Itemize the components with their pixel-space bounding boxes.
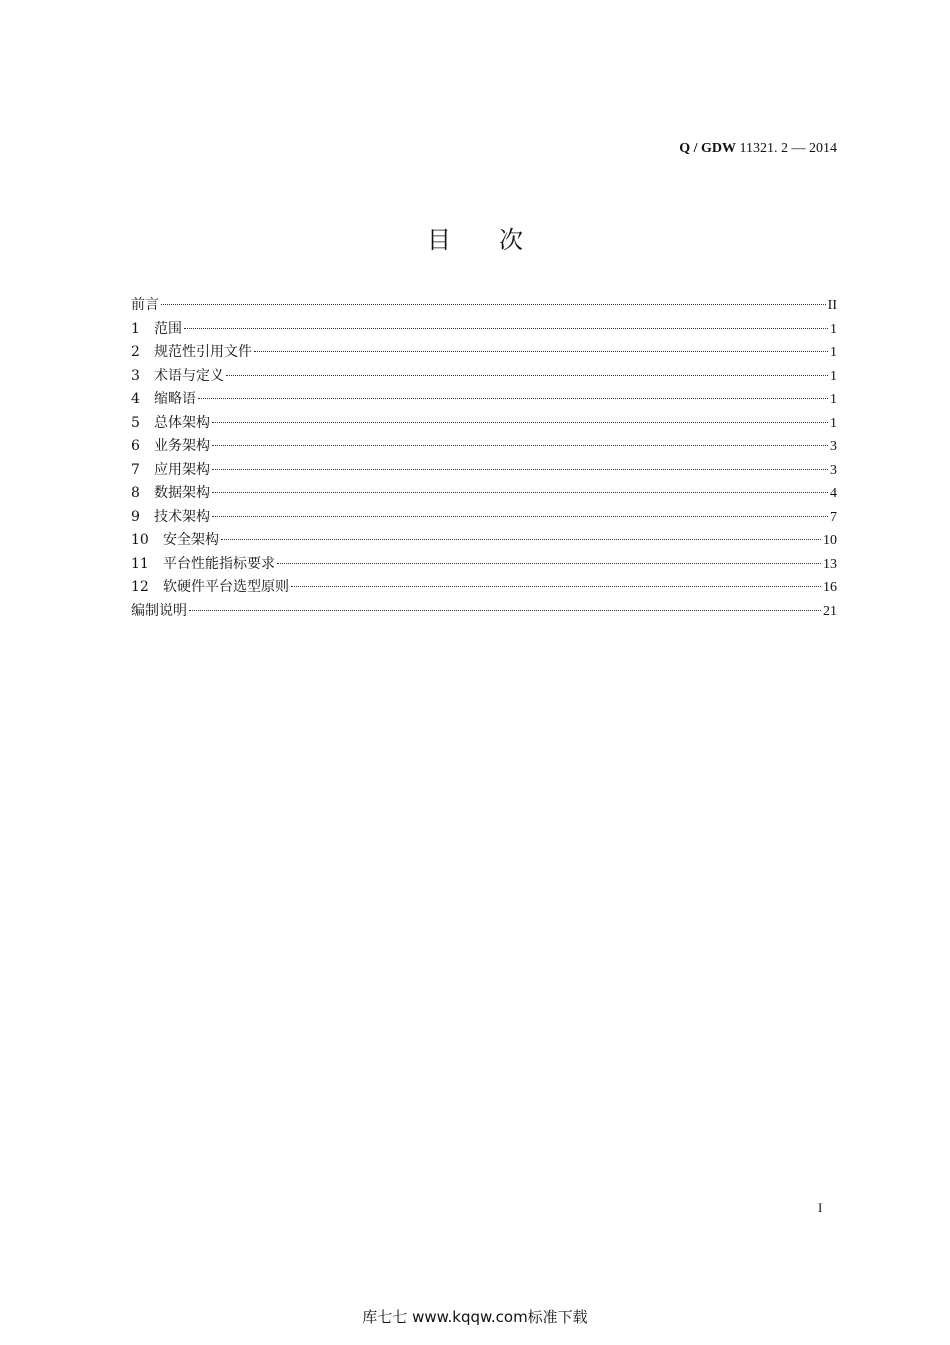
standard-prefix: Q / GDW <box>679 141 737 156</box>
toc-entry-label: 缩略语 <box>154 391 196 407</box>
toc-entry-page: 4 <box>830 486 837 501</box>
toc-entry-number: 6 <box>131 438 140 454</box>
toc-entry-page: 7 <box>830 509 837 525</box>
toc-entry-8[interactable] <box>131 482 837 506</box>
toc-entry-page: 21 <box>823 603 837 619</box>
toc-entry-number: 4 <box>131 391 140 407</box>
toc-dot-leader <box>254 351 828 352</box>
toc-entry-5[interactable] <box>131 412 837 436</box>
toc-entry-page: 1 <box>830 368 837 384</box>
toc-entry-label: 总体架构 <box>154 414 210 431</box>
toc-dot-leader <box>212 445 828 446</box>
toc-entry-foreword[interactable] <box>131 294 837 318</box>
standard-number: 11321. 2 — 2014 <box>736 141 837 156</box>
toc-entry-page: II <box>827 298 837 313</box>
toc-entry-label: 编制说明 <box>131 602 187 619</box>
toc-entry-7[interactable] <box>131 459 837 483</box>
toc-entry-12[interactable] <box>131 576 837 600</box>
toc-entry-page: 1 <box>830 345 837 360</box>
toc-dot-leader <box>291 586 821 587</box>
toc-dot-leader <box>184 328 828 329</box>
toc-dot-leader <box>221 539 821 540</box>
toc-title-char-2: 次 <box>499 226 523 254</box>
toc-title-char-1: 目 <box>427 226 451 254</box>
toc-entry-label: 前言 <box>131 297 159 313</box>
toc-entry-number: 9 <box>131 508 140 525</box>
toc-dot-leader <box>189 610 821 611</box>
toc-entry-label: 软硬件平台选型原则 <box>163 579 289 595</box>
toc-entry-number: 1 <box>131 320 140 337</box>
toc-entry-page: 10 <box>823 533 837 548</box>
toc-entry-4[interactable] <box>131 388 837 412</box>
standard-code-header <box>679 141 837 157</box>
toc-entry-page: 13 <box>823 556 837 572</box>
toc-entry-number: 5 <box>131 414 140 431</box>
toc-entry-label: 安全架构 <box>163 532 219 548</box>
toc-entry-page: 3 <box>830 462 837 478</box>
toc-entry-label: 技术架构 <box>154 508 210 525</box>
toc-entry-6[interactable] <box>131 435 837 459</box>
toc-entry-1[interactable] <box>131 318 837 342</box>
toc-dot-leader <box>161 304 826 305</box>
toc-entry-label: 应用架构 <box>154 461 210 478</box>
toc-entry-label: 规范性引用文件 <box>154 344 252 360</box>
toc-entry-number: 11 <box>131 555 149 572</box>
footer-watermark: 库七七 www.kqqw.com标准下载 <box>362 1308 588 1326</box>
toc-dot-leader <box>212 422 828 423</box>
toc-entry-3[interactable] <box>131 365 837 389</box>
toc-dot-leader <box>212 516 828 517</box>
toc-entry-label: 范围 <box>154 320 182 337</box>
toc-entry-page: 16 <box>823 580 837 595</box>
toc-entry-number: 3 <box>131 367 140 384</box>
toc-entry-number: 2 <box>131 344 140 360</box>
toc-entry-page: 3 <box>830 439 837 454</box>
toc-entry-10[interactable] <box>131 529 837 553</box>
toc-entry-label: 业务架构 <box>154 438 210 454</box>
toc-entry-page: 1 <box>830 415 837 431</box>
toc-entry-9[interactable] <box>131 506 837 530</box>
toc-entry-page: 1 <box>830 321 837 337</box>
toc-entry-number: 10 <box>131 532 149 548</box>
toc-entry-2[interactable] <box>131 341 837 365</box>
toc-entry-label: 数据架构 <box>154 485 210 501</box>
toc-dot-leader <box>198 398 828 399</box>
table-of-contents <box>131 294 837 623</box>
toc-entry-number: 12 <box>131 579 149 595</box>
toc-entry-label: 平台性能指标要求 <box>163 555 275 572</box>
toc-dot-leader <box>226 375 828 376</box>
toc-entry-number: 8 <box>131 485 140 501</box>
toc-entry-compilation-notes[interactable] <box>131 600 837 624</box>
toc-entry-11[interactable] <box>131 553 837 577</box>
toc-dot-leader <box>212 492 828 493</box>
toc-entry-page: 1 <box>830 392 837 407</box>
page-number: I <box>818 1200 823 1215</box>
toc-dot-leader <box>277 563 821 564</box>
toc-title <box>0 220 950 255</box>
toc-entry-number: 7 <box>131 461 140 478</box>
toc-entry-label: 术语与定义 <box>154 367 224 384</box>
toc-dot-leader <box>212 469 828 470</box>
